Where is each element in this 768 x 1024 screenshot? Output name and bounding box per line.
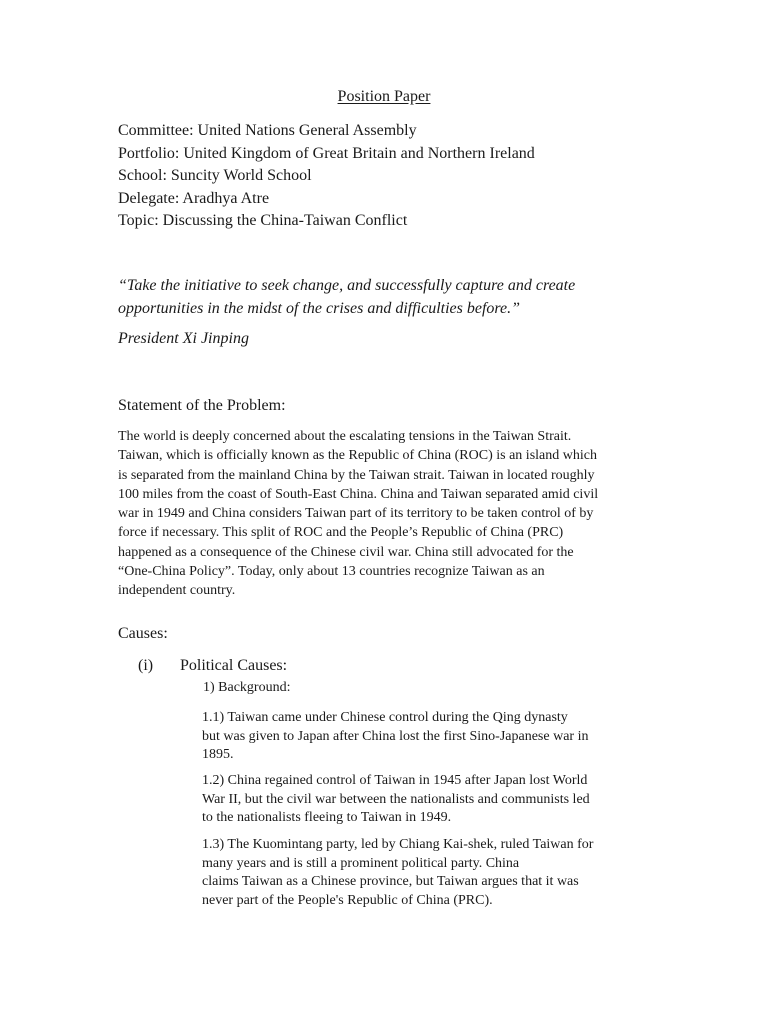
background-paragraph-1 — [202, 709, 662, 765]
paragraph-line: “One-China Policy”. Today, only about 13 countries recognize Taiwan as an — [118, 564, 545, 580]
paragraph-line: 1895. — [202, 747, 234, 763]
causes-heading: Causes: — [118, 625, 168, 642]
paragraph-line: 1.3) The Kuomintang party, led by Chiang Kai-shek, ruled Taiwan for — [202, 837, 594, 852]
background-paragraph-2 — [202, 772, 662, 828]
quote-author: President Xi Jinping — [118, 330, 249, 347]
paragraph-line: is separated from the mainland China by the Taiwan strait. Taiwan in located roughly — [118, 467, 595, 483]
paragraph-line: War II, but the civil war between the nationalists and communists led — [202, 791, 590, 807]
paragraph-line: but was given to Japan after China lost the first Sino-Japanese war in — [202, 728, 589, 744]
meta-delegate: Delegate: Aradhya Atre — [118, 189, 270, 207]
paragraph-line: force if necessary. This split of ROC and the People’s Republic of China (PRC) — [118, 525, 564, 541]
paragraph-line: war in 1949 and China considers Taiwan part of its territory to be taken control of by — [118, 506, 594, 522]
problem-heading: Statement of the Problem: — [118, 397, 286, 414]
list-marker: (i) — [138, 657, 154, 674]
quote-line: “Take the initiative to seek change, and successfully capture and create — [118, 277, 576, 294]
background-paragraph-3 — [202, 836, 662, 910]
meta-portfolio: Portfolio: United Kingdom of Great Britain and Northern Ireland — [118, 144, 535, 162]
paragraph-line: independent country. — [118, 583, 236, 599]
background-heading: 1) Background: — [203, 680, 291, 695]
paragraph-line: 100 miles from the coast of South-East China. China and Taiwan separated amid civil — [118, 486, 599, 502]
meta-committee: Committee: United Nations General Assembly — [118, 122, 417, 139]
meta-school: School: Suncity World School — [118, 167, 312, 184]
political-causes-heading: Political Causes: — [180, 657, 288, 674]
paragraph-line: happened as a consequence of the Chinese civil war. China still advocated for the — [118, 544, 574, 560]
paragraph-line: claims Taiwan as a Chinese province, but Taiwan argues that it was — [202, 874, 579, 890]
paragraph-line: to the nationalists fleeing to Taiwan in 1949. — [202, 810, 452, 826]
document-title: Position Paper — [337, 88, 431, 105]
paragraph-line: Taiwan, which is officially known as the Republic of China (ROC) is an island which — [118, 448, 597, 464]
paragraph-line: many years and is still a prominent political party. China — [202, 855, 520, 871]
paragraph-line: The world is deeply concerned about the escalating tensions in the Taiwan Strait. — [118, 429, 572, 444]
paragraph-line: never part of the People's Republic of China (PRC). — [202, 892, 493, 908]
opening-quote — [118, 274, 678, 320]
quote-line: opportunities in the midst of the crises and difficulties before.” — [118, 300, 521, 317]
problem-paragraph — [118, 427, 648, 601]
meta-topic: Topic: Discussing the China-Taiwan Conflict — [118, 212, 408, 229]
paragraph-line: 1.2) China regained control of Taiwan in 1945 after Japan lost World — [202, 773, 588, 788]
paragraph-line: 1.1) Taiwan came under Chinese control during the Qing dynasty — [202, 710, 568, 725]
document-meta — [118, 120, 535, 233]
